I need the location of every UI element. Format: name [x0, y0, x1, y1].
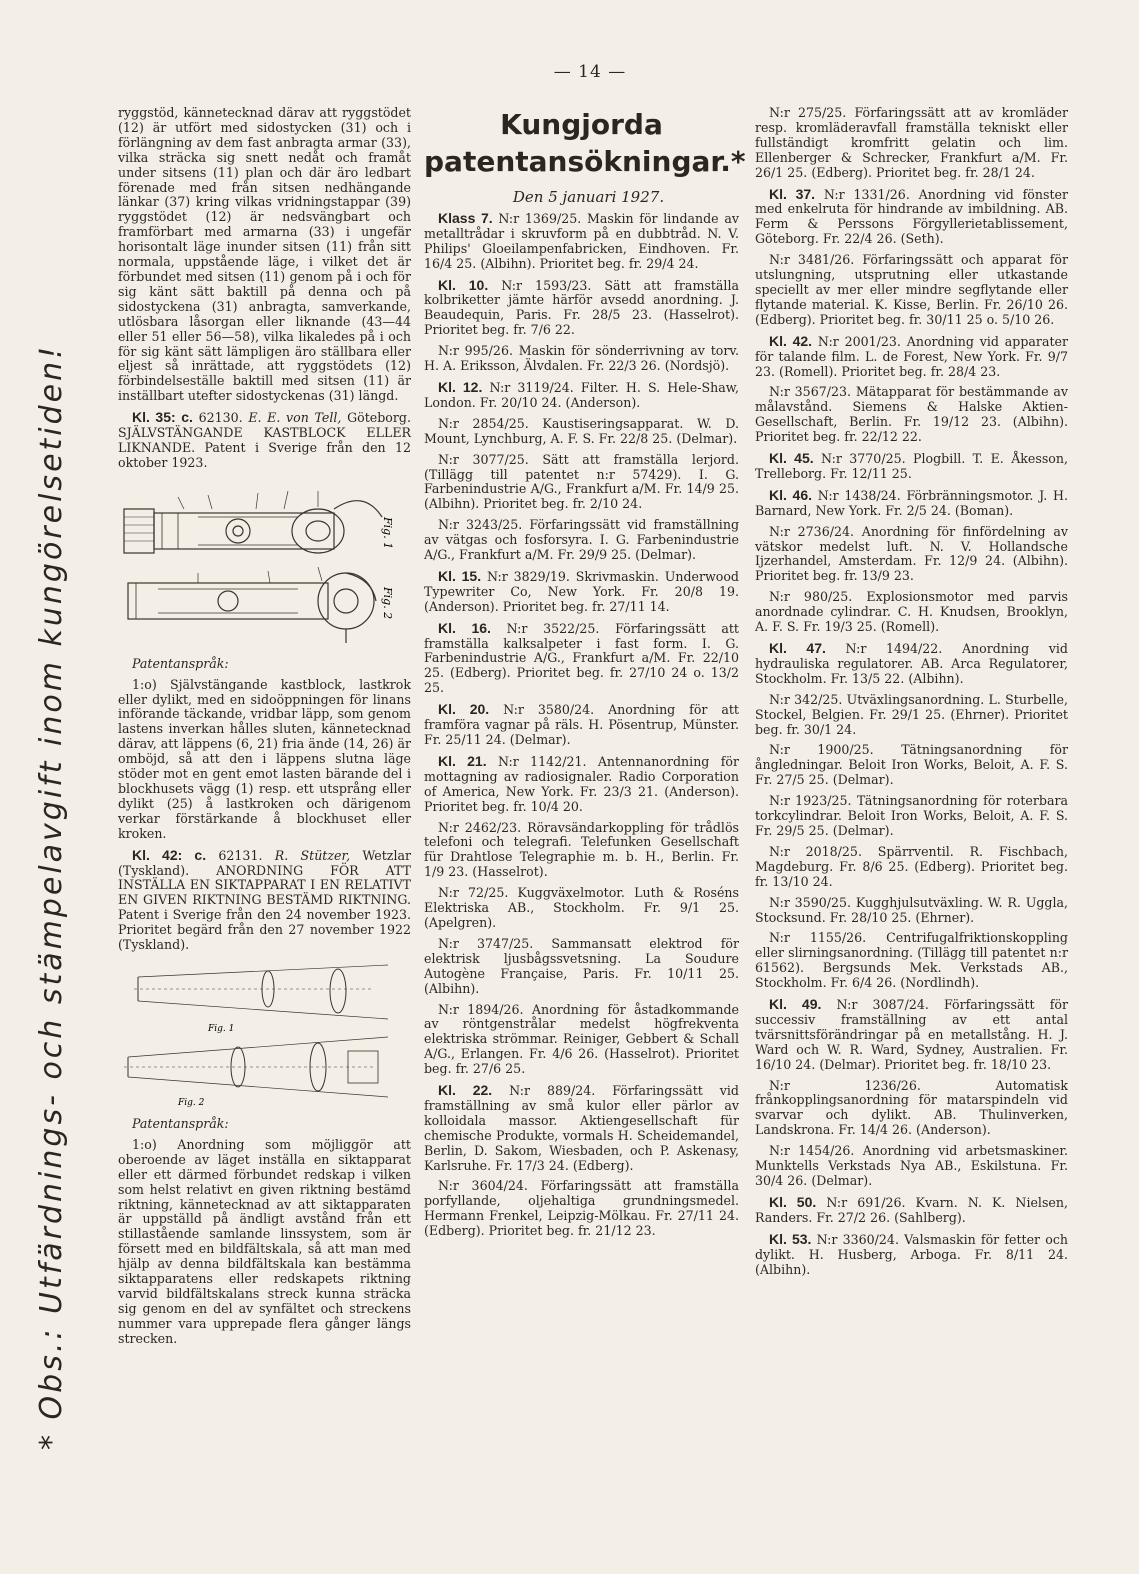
entry-text: N:r 3077/25. Sätt att framställa lerjord. (Tillägg till patentet n:r 57429). I. G. Farbenindustrie A/G., Frankfurt a/M. Fr. 14/9 25. (Albihn). Prioritet beg. fr. 2/10 24.	[424, 451, 739, 512]
class-label: Kl. 10.	[438, 276, 489, 293]
class-label: Kl. 50.	[769, 1193, 817, 1210]
entry-text: N:r 1142/21. Antennanordning för mottagning av radiosignaler. Radio Corporation of America, New York. Fr. 23/3 21. (Anderson). Prioritet beg. fr. 10/4 20.	[424, 753, 739, 814]
patent-application-entry	[755, 334, 1068, 380]
entry-text: N:r 889/24. Förfaringssätt vid framställning av små kulor eller pärlor av kolloidala massor. Aktiengesellschaft für chemische Produkte, vormals H. Scheidemandel, Berlin, D. Sakom, Wiesbaden, och P. Askenasy, Karlsruhe. Fr. 17/3 24. (Edberg).	[424, 1083, 739, 1173]
entry-text: N:r 1331/26. Anordning vid fönster med enkelruta för hindrande av imbildning. AB. Ferm & Perssons Förgyllerietablissement, Göteborg. Fr. 22/4 26. (Seth).	[755, 186, 1068, 247]
patent-application-entry	[755, 525, 1068, 585]
entry-text: N:r 3590/25. Kugghjulsutväxling. W. R. Uggla, Stocksund. Fr. 28/10 25. (Ehrner).	[755, 894, 1068, 925]
entry-text: N:r 3481/26. Förfaringssätt och apparat för utslungning, utsprutning eller utkastande speciellt av mer eller mindre segflytande eller flytande material. K. Kisse, Berlin. Fr. 26/10 26. (Edberg). Prioritet beg. fr. 30/11 25 o. 5/10 26.	[755, 252, 1068, 327]
class-label: Kl. 37.	[769, 185, 816, 202]
patent-application-entry	[424, 518, 739, 563]
patent-application-entry	[424, 211, 739, 272]
patent-application-entry	[424, 1003, 739, 1078]
patent-application-entry	[424, 344, 739, 374]
entry-text: N:r 3243/25. Förfaringssätt vid framställning av vätgas och fosforsyra. I. G. Farbenindustrie A/G., Frankfurt a/M. Fr. 29/9 25. (Delmar).	[424, 517, 739, 563]
inventor-name: R. Stützer,	[274, 847, 351, 863]
entry-text: N:r 72/25. Kuggväxelmotor. Luth & Roséns Elektriska AB., Stockholm. Fr. 9/1 25. (Apelgren).	[424, 885, 739, 930]
class-label: Kl. 45.	[769, 450, 814, 467]
entries-list	[424, 211, 739, 1239]
entry-text: N:r 275/25. Förfaringssätt att av kromläder resp. kromläderavfall framställa tekniskt eller fullständigt kromfritt gelatin och lim. Ellenberger & Schrecker, Frankfurt a/M. Fr. 26/1 25. (Edberg). Prioritet beg. fr. 28/1 24.	[755, 105, 1068, 180]
class-label: Kl. 49.	[769, 996, 822, 1013]
patent-application-entry	[424, 380, 739, 411]
entry-text: N:r 1894/26. Anordning för åstadkommande av röntgenstrålar medelst högfrekventa elektriska strömmar. Reiniger, Gebbert & Schall A/G., Erlangen. Fr. 4/6 26. (Hasselrot). Prioritet beg. fr. 27/6 25.	[424, 1001, 739, 1077]
patent-entry-62130: Kl. 35: c. 62130. E. E. von Tell, Göteborg. SJÄLVSTÄNGANDE KASTBLOCK ELLER LIKNANDE. Patent i Sverige från den 12 oktober 1923.	[118, 409, 411, 470]
page-number: — 14 —	[553, 62, 627, 82]
entry-text: N:r 1369/25. Maskin för lindande av metalltrådar i skruvform på en dubbtråd. N. V. Philips' Gloeilampenfabricken, Eindhoven. Fr. 16/4 25. (Albihn). Prioritet beg. fr. 29/4 24.	[424, 210, 739, 271]
class-label: Kl. 47.	[769, 640, 826, 656]
column-2	[424, 106, 746, 1245]
class-label: Kl. 22.	[438, 1082, 493, 1099]
entry-text: N:r 2854/25. Kaustiseringsapparat. W. D. Mount, Lynchburg, A. F. S. Fr. 22/8 25. (Delmar).	[424, 415, 739, 446]
patent-entry-62131: Kl. 42: c. 62131. R. Stützer, Wetzlar (Tyskland). ANORDNING FÖR ATT INSTÄLLA EN SIKTAPPARAT I EN RELATIVT EN GIVEN RIKTNING BESTÄMD RIKTNING. Patent i Sverige från den 24 november 1923. Prioritet begärd från den 27 november 1922 (Tyskland).	[118, 846, 411, 953]
patent-application-entry	[424, 702, 739, 748]
section-date: Den 5 januari 1927.	[512, 188, 665, 206]
patent-application-entry	[755, 385, 1068, 445]
patent-application-entry	[755, 997, 1068, 1073]
claims-heading: Patentanspråk:	[132, 1115, 229, 1131]
entry-text: N:r 3604/24. Förfaringssätt att framställa porfyllande, oljehaltiga grundningsmedel. Hermann Frenkel, Leipzig-Mölkau. Fr. 27/11 24. (Edberg). Prioritet beg. fr. 21/12 23.	[424, 1178, 739, 1239]
claims-heading: Patentanspråk:	[132, 655, 229, 671]
column-1	[118, 106, 411, 1353]
patent-application-entry	[424, 754, 739, 815]
figure-label: Fig. 1	[381, 516, 394, 549]
class-label: Kl. 35: c.	[132, 409, 193, 426]
entry-text: N:r 3829/19. Skrivmaskin. Underwood Typewriter Co, New York. Fr. 20/8 19. (Anderson). Prioritet beg. fr. 27/11 14.	[424, 568, 739, 614]
patent-application-entry	[755, 1079, 1068, 1139]
patent-application-entry	[755, 794, 1068, 839]
figure-label: Fig. 2	[381, 586, 394, 619]
patent-application-entry	[424, 621, 739, 697]
entry-text: N:r 3580/24. Anordning för att framföra vagnar på räls. H. Pösentrup, Münster. Fr. 25/11 24. (Delmar).	[424, 702, 739, 747]
patent-application-entry	[755, 931, 1068, 991]
patent-application-entry	[755, 896, 1068, 926]
patent-application-entry	[424, 886, 739, 931]
patent-figure-siktapparat	[118, 959, 411, 1109]
class-label: Kl. 21.	[438, 752, 487, 769]
patent-application-entry	[755, 187, 1068, 248]
patent-application-entry	[755, 1144, 1068, 1189]
entry-text: N:r 1454/26. Anordning vid arbetsmaskiner. Munktells Verkstads Nya AB., Eskilstuna. Fr. 30/4 26. (Delmar).	[755, 1143, 1068, 1188]
column-3	[755, 106, 1068, 1283]
claim-text: 1:o) Självstängande kastblock, lastkrok eller dylikt, med en sidoöppningen för linans införande täckande, vridbar läpp, som genom lastens inverkan hålles sluten, kännetecknad därav, att läppens (6, 21) fria ände (14, 26) är omböjd, så att den i läppens slutna läge stöder mot en gent emot lasten bärande del i blockhusets vägg (1) resp. ett utsprång eller dylikt (25) å lastkroken och därigenom verkar förstärkande å blockhuset eller kroken.	[118, 676, 411, 841]
patent-application-entry	[755, 1195, 1068, 1226]
entry-text: N:r 1438/24. Förbränningsmotor. J. H. Barnard, New York. Fr. 2/5 24. (Boman).	[755, 487, 1068, 518]
class-label: Kl. 53.	[769, 1230, 812, 1247]
side-note: * Obs.: Utfärdnings- och stämpelavgift inom kungörelsetiden!	[34, 343, 69, 1450]
entry-text: N:r 3087/24. Förfaringssätt för successiv framställning av ett antal tvärsnittsförändringar på en metallstång. H. J. Ward och W. R. Ward, Sydney, Australien. Fr. 16/10 24. (Delmar). Prioritet beg. fr. 18/10 23.	[755, 997, 1068, 1072]
entry-text: N:r 2462/23. Röravsändarkoppling för trådlös telefoni och telegrafi. Telefunken Gesellschaft für Drahtlose Telegraphie m. b. H., Berlin. Fr. 1/9 23. (Hasselrot).	[424, 819, 739, 880]
patent-application-entry	[424, 569, 739, 615]
entry-text: N:r 1900/25. Tätningsanordning för ångledningar. Beloit Iron Works, Beloit, A. F. S. Fr. 27/5 25. (Delmar).	[755, 742, 1068, 788]
entry-text: N:r 2001/23. Anordning vid apparater för talande film. L. de Forest, New York. Fr. 9/7 23. (Romell). Prioritet beg. fr. 28/4 23.	[755, 333, 1068, 379]
continued-claim-text: ryggstöd, kännetecknad därav att ryggstödet (12) är utfört med sidostycken (31) och i förlängning av dem fast anbragta armar (33), vilka sträcka sig snett nedåt och framåt under sitsens (11) plan och där äro ledbart förenade med från sitsen nedhängande länkar (37) kring vilkas vridningstappar (39) ryggstödet (12) är nedsvängbart och framförbart med armarna (33) i ungefär horisontalt läge inunder sitsen (11) från sitt normala, uppstående läge, i vilket det är förbundet med sitsen (11) genom på i och för sig känt sätt baktill på denna och på sidostyckena (31) anbragta, samverkande, utlösbara låsorgan eller liknande (43—44 eller 51 eller 56—58), vilka likaledes på i och för sig känt sätt lämpligen äro ställbara eller eljest så inrättade, att ryggstödets (12) förbindelseställe baktill med sitsen (11) är inställbart utefter sidostyckenas (31) längd.	[118, 105, 411, 404]
entries-list	[755, 106, 1068, 1277]
claim-text: 1:o) Anordning som möjliggör att oberoende av läget inställa en siktapparat eller ett därmed förbundet redskap i vilken som helst relativt en given riktning bestämd riktning, kännetecknad av att siktapparaten är uppställd på ändligt avstånd från ett stillastående samlande linssystem, som är försett med en bildfältskala, så att man med hjälp av denna bildfältskala kan bestämma siktapparatens eller redskapets riktning varvid bildfältskalans streck kunna sträcka sig genom en del av synfältet och streckens nummer vara upprepade flera gånger längs strecken.	[118, 1136, 411, 1346]
class-label: Kl. 42: c.	[132, 846, 207, 863]
class-label: Klass 7.	[438, 209, 493, 226]
entry-text: N:r 2736/24. Anordning för finfördelning av vätskor medelst luft. N. V. Hollandsche Ijzerhandel, Amsterdam. Fr. 12/9 24. (Albihn). Prioritet beg. fr. 13/9 23.	[755, 523, 1068, 584]
patent-application-entry	[755, 641, 1068, 687]
entry-text: N:r 1236/26. Automatisk frånkopplingsanordning för matarspindeln vid svarvar och dylikt. AB. Thulinverken, Landskrona. Fr. 14/4 26. (Anderson).	[755, 1077, 1068, 1138]
patent-application-entry	[424, 821, 739, 881]
patent-application-entry	[755, 106, 1068, 181]
patent-application-entry	[424, 937, 739, 997]
section-title: Kungjorda patentansökningar.*	[424, 108, 746, 178]
class-label: Kl. 46.	[769, 486, 813, 503]
entry-text: N:r 1155/26. Centrifugalfriktionskoppling eller slirningsanordning. (Tillägg till patentet n:r 61562). Bergsunds Mek. Verkstads AB., Stockholm. Fr. 6/4 26. (Nordlindh).	[755, 930, 1068, 991]
patent-application-entry	[424, 1179, 739, 1239]
patent-application-entry	[424, 1083, 739, 1173]
patent-application-entry	[755, 743, 1068, 788]
patent-application-entry	[755, 253, 1068, 328]
figure-label: Fig. 1	[208, 1023, 235, 1034]
class-label: Kl. 15.	[438, 567, 482, 584]
patent-application-entry	[755, 693, 1068, 738]
entry-text: N:r 1593/23. Sätt att framställa kolbriketter jämte härför avsedd anordning. J. Beaudequin, Paris. Fr. 28/5 23. (Hasselrot). Prioritet beg. fr. 7/6 22.	[424, 277, 739, 338]
class-label: Kl. 12.	[438, 378, 483, 395]
patent-application-entry	[755, 590, 1068, 635]
patent-application-entry	[755, 488, 1068, 519]
patent-application-entry	[755, 1232, 1068, 1278]
entry-text: N:r 2018/25. Spärrventil. R. Fischbach, Magdeburg. Fr. 8/6 25. (Edberg). Prioritet beg. fr. 13/10 24.	[755, 843, 1068, 889]
entry-text: N:r 1923/25. Tätningsanordning för roterbara torkcylindrar. Beloit Iron Works, Beloit, A. F. S. Fr. 29/5 25. (Delmar).	[755, 793, 1068, 838]
class-label: Kl. 42.	[769, 332, 813, 349]
inventor-name: E. E. von Tell,	[248, 410, 342, 426]
patent-application-entry	[424, 278, 739, 339]
entry-text: N:r 3360/24. Valsmaskin för fetter och dylikt. H. Husberg, Arboga. Fr. 8/11 24. (Albihn).	[755, 1231, 1068, 1277]
class-label: Kl. 16.	[438, 619, 491, 636]
entry-text: N:r 691/26. Kvarn. N. K. Nielsen, Randers. Fr. 27/2 26. (Sahlberg).	[755, 1194, 1068, 1225]
patent-figure-kastblock	[118, 477, 411, 649]
entry-text: N:r 342/25. Utväxlingsanordning. L. Sturbelle, Stockel, Belgien. Fr. 29/1 25. (Ehrner). Prioritet beg. fr. 30/1 24.	[755, 691, 1068, 737]
entry-text: N:r 1494/22. Anordning vid hydrauliska regulatorer. AB. Arca Regulatorer, Stockholm. Fr. 13/5 22. (Albihn).	[755, 641, 1068, 686]
patent-application-entry	[755, 845, 1068, 890]
entry-text: N:r 980/25. Explosionsmotor med parvis anordnade cylindrar. C. H. Knudsen, Brooklyn, A. F. S. Fr. 19/3 25. (Romell).	[755, 589, 1068, 635]
entry-text: N:r 3567/23. Mätapparat för bestämmande av målavstånd. Siemens & Halske Aktien-Gesellschaft, Berlin. Fr. 19/12 23. (Albihn). Prioritet beg. fr. 22/12 22.	[755, 384, 1068, 445]
patent-application-entry	[424, 417, 739, 447]
entry-text: N:r 3770/25. Plogbill. T. E. Åkesson, Trelleborg. Fr. 12/11 25.	[755, 451, 1069, 481]
entry-text: N:r 3119/24. Filter. H. S. Hele-Shaw, London. Fr. 20/10 24. (Anderson).	[424, 379, 739, 410]
patent-application-entry	[424, 453, 739, 513]
entry-text: N:r 3522/25. Förfaringssätt att framställa kalksalpeter i fast form. I. G. Farbenindustrie A/G., Frankfurt a/M. Fr. 22/10 25. (Edberg). Prioritet beg. fr. 27/10 24 o. 13/2 25.	[424, 620, 739, 696]
figure-label: Fig. 2	[178, 1097, 205, 1108]
entry-text: N:r 995/26. Maskin för sönderrivning av torv. H. A. Eriksson, Älvdalen. Fr. 22/3 26. (Nordsjö).	[424, 343, 739, 374]
class-label: Kl. 20.	[438, 701, 490, 718]
patent-application-entry	[755, 451, 1068, 482]
entry-text: N:r 3747/25. Sammansatt elektrod för elektrisk ljusbågssvetsning. La Soudure Autogène Française, Paris. Fr. 10/11 25. (Albihn).	[424, 935, 739, 996]
